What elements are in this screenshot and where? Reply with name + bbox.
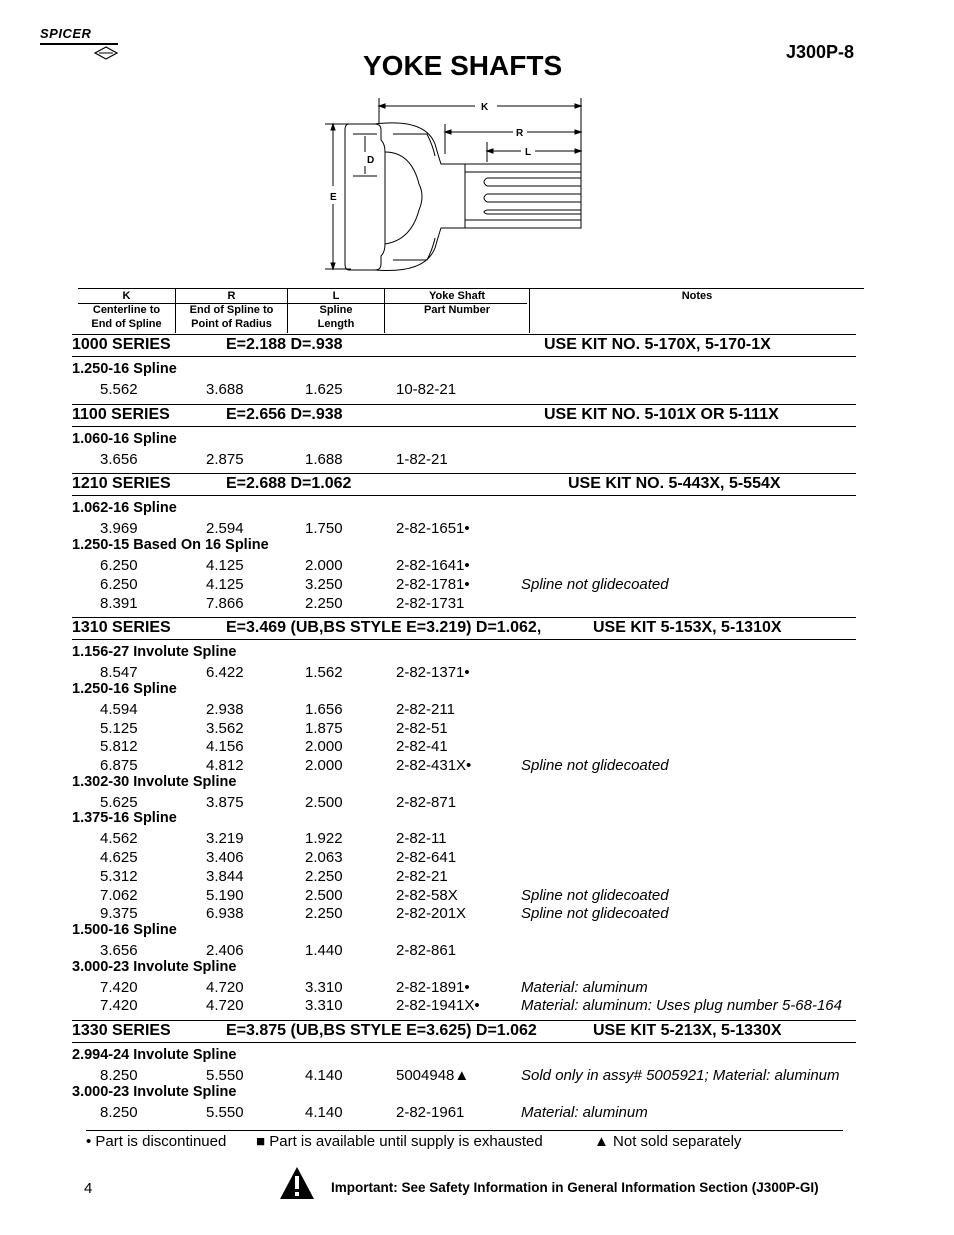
notes: Material: aluminum — [521, 1103, 648, 1121]
series-name: 1330 SERIES — [72, 1022, 171, 1039]
k-value: 8.250 — [100, 1067, 138, 1084]
page-title: YOKE SHAFTS — [363, 50, 563, 81]
k-value: 5.125 — [100, 719, 138, 737]
l-value: 2.500 — [305, 793, 343, 811]
part-number: 2-82-11 — [396, 830, 447, 848]
notes: Spline not glidecoated — [521, 886, 669, 904]
series-dimensions: E=3.469 (UB,BS STYLE E=3.219) D=1.062, — [226, 619, 542, 637]
r-value: 4.720 — [206, 978, 244, 996]
k-value: 7.420 — [100, 978, 138, 996]
table-row — [0, 887, 954, 906]
l-value: 3.310 — [305, 978, 343, 996]
l-value: 2.250 — [305, 594, 343, 612]
r-value: 2.594 — [206, 520, 244, 538]
part-number: 2-82-211 — [396, 700, 455, 718]
r-value: 5.190 — [206, 886, 244, 904]
series-dimensions: E=3.875 (UB,BS STYLE E=3.625) D=1.062 — [226, 1022, 537, 1039]
header-cell-r: R End of Spline to Point of Radius — [176, 288, 288, 333]
part-number: 2-82-1651• — [396, 520, 470, 538]
series-kit: USE KIT 5-213X, 5-1330X — [593, 1022, 782, 1039]
r-value: 3.406 — [206, 849, 244, 867]
k-value: 4.562 — [100, 830, 138, 848]
part-number: 2-82-1891• — [396, 978, 470, 996]
l-value: 1.688 — [305, 450, 343, 468]
l-value: 1.625 — [305, 381, 343, 398]
spline-heading: 1.250-16 Spline — [72, 680, 177, 697]
diagram-label-k: K — [481, 102, 489, 113]
series-kit: USE KIT 5-153X, 5-1310X — [593, 619, 782, 637]
spline-heading: 3.000-23 Involute Spline — [72, 958, 237, 975]
l-value: 1.750 — [305, 520, 343, 538]
k-value: 5.812 — [100, 738, 138, 756]
l-value: 3.310 — [305, 997, 343, 1015]
table-row — [0, 557, 954, 576]
table-row — [0, 1104, 954, 1123]
l-value: 2.000 — [305, 557, 343, 575]
table-row — [0, 997, 954, 1016]
series-name: 1000 SERIES — [72, 336, 171, 353]
part-number: 2-82-1731 — [396, 594, 465, 612]
r-value: 4.156 — [206, 738, 244, 756]
k-value: 4.625 — [100, 849, 138, 867]
legend-rule — [86, 1130, 843, 1131]
table-row — [0, 830, 954, 849]
l-value: 3.250 — [305, 575, 343, 593]
l-value: 1.656 — [305, 700, 343, 718]
series-name: 1310 SERIES — [72, 619, 171, 637]
part-number: 5004948▲ — [396, 1067, 470, 1084]
part-number: 10-82-21 — [396, 381, 457, 398]
diagram-label-r: R — [516, 128, 524, 139]
k-value: 3.656 — [100, 450, 138, 468]
spline-heading: 1.302-30 Involute Spline — [72, 773, 237, 790]
table-row — [0, 979, 954, 998]
part-number: 2-82-431X• — [396, 757, 472, 774]
part-number: 2-82-41 — [396, 738, 448, 756]
series-name: 1210 SERIES — [72, 475, 171, 493]
series-header — [72, 617, 856, 640]
l-value: 4.140 — [305, 1067, 343, 1084]
series-kit: USE KIT NO. 5-101X OR 5-111X — [544, 405, 779, 423]
r-value: 5.550 — [206, 1103, 244, 1121]
series-name: 1100 SERIES — [72, 405, 170, 423]
l-value: 4.140 — [305, 1103, 343, 1121]
spline-heading: 1.060-16 Spline — [72, 430, 177, 447]
l-value: 2.250 — [305, 867, 343, 885]
l-value: 1.562 — [305, 664, 343, 682]
series-dimensions: E=2.688 D=1.062 — [226, 475, 352, 493]
k-value: 6.250 — [100, 557, 138, 575]
part-number: 2-82-1941X• — [396, 997, 480, 1015]
l-value: 1.440 — [305, 941, 343, 959]
r-value: 3.844 — [206, 867, 244, 885]
page-number: 4 — [84, 1180, 93, 1197]
notes: Material: aluminum — [521, 978, 648, 996]
r-value: 7.866 — [206, 594, 244, 612]
part-number: 2-82-51 — [396, 719, 448, 737]
k-value: 5.625 — [100, 793, 138, 811]
r-value: 2.406 — [206, 941, 244, 959]
part-number: 2-82-641 — [396, 849, 457, 867]
r-value: 2.875 — [206, 450, 244, 468]
spline-heading: 1.250-16 Spline — [72, 361, 177, 377]
table-row — [0, 576, 954, 595]
warning-icon — [279, 1166, 315, 1200]
logo-underline — [40, 43, 118, 45]
series-kit: USE KIT NO. 5-443X, 5-554X — [568, 475, 781, 493]
k-value: 7.062 — [100, 886, 138, 904]
notes: Spline not glidecoated — [521, 757, 669, 774]
notes: Material: aluminum: Uses plug number 5-68-164 — [521, 997, 842, 1015]
table-row — [0, 701, 954, 720]
r-value: 3.219 — [206, 830, 244, 848]
spline-heading: 1.062-16 Spline — [72, 500, 177, 517]
r-value: 6.938 — [206, 905, 244, 923]
l-value: 1.875 — [305, 719, 343, 737]
document-id: J300P-8 — [786, 42, 855, 62]
series-header — [72, 334, 856, 357]
part-number: 2-82-861 — [396, 941, 457, 959]
r-value: 5.550 — [206, 1067, 244, 1084]
legend-discontinued: • Part is discontinued — [86, 1133, 227, 1150]
header-cell-notes: Notes — [530, 288, 865, 333]
r-value: 4.125 — [206, 575, 244, 593]
yoke-shaft-diagram — [315, 94, 615, 279]
k-value: 8.250 — [100, 1103, 138, 1121]
k-value: 5.312 — [100, 867, 138, 885]
series-header — [72, 1020, 856, 1043]
series-header — [72, 404, 856, 427]
k-value: 8.391 — [100, 594, 138, 612]
l-value: 2.500 — [305, 886, 343, 904]
r-value: 4.812 — [206, 757, 244, 774]
series-kit: USE KIT NO. 5-170X, 5-170-1X — [544, 336, 771, 353]
series-header — [72, 473, 856, 496]
notes: Spline not glidecoated — [521, 905, 669, 923]
part-number: 2-82-1371• — [396, 664, 470, 682]
table-row — [0, 738, 954, 757]
part-number: 2-82-1781• — [396, 575, 470, 593]
spline-heading: 1.500-16 Spline — [72, 921, 177, 938]
header-cell-k: K Centerline to End of Spline — [91, 290, 162, 330]
r-value: 4.720 — [206, 997, 244, 1015]
r-value: 2.938 — [206, 700, 244, 718]
r-value: 3.562 — [206, 719, 244, 737]
r-value: 4.125 — [206, 557, 244, 575]
series-dimensions: E=2.656 D=.938 — [226, 405, 343, 423]
r-value: 6.422 — [206, 664, 244, 682]
brand-logo-text: SPICER — [40, 26, 92, 41]
part-number: 1-82-21 — [396, 450, 448, 468]
notes: Sold only in assy# 5005921; Material: aluminum — [521, 1067, 840, 1084]
k-value: 7.420 — [100, 997, 138, 1015]
k-value: 6.250 — [100, 575, 138, 593]
table-row — [0, 849, 954, 868]
part-number: 2-82-201X — [396, 905, 467, 923]
k-value: 9.375 — [100, 905, 138, 923]
spline-heading: 2.994-24 Involute Spline — [72, 1047, 237, 1063]
k-value: 8.547 — [100, 664, 138, 682]
table-row — [0, 451, 954, 470]
table-row — [0, 381, 954, 400]
diagram-label-d: D — [367, 155, 375, 166]
header-cell-part-number: Yoke Shaft Part Number — [385, 288, 530, 333]
k-value: 4.594 — [100, 700, 138, 718]
k-value: 3.656 — [100, 941, 138, 959]
k-value: 6.875 — [100, 757, 138, 774]
spline-heading: 3.000-23 Involute Spline — [72, 1083, 237, 1100]
k-value: 5.562 — [100, 381, 138, 398]
part-number: 2-82-21 — [396, 867, 448, 885]
legend-until-exhausted: ■ Part is available until supply is exhausted — [256, 1133, 543, 1150]
spline-heading: 1.156-27 Involute Spline — [72, 644, 237, 661]
table-row — [0, 868, 954, 887]
diagram-label-l: L — [525, 147, 532, 158]
part-number: 2-82-58X — [396, 886, 458, 904]
l-value: 2.000 — [305, 757, 343, 774]
part-number: 2-82-871 — [396, 793, 457, 811]
part-number: 2-82-1961 — [396, 1103, 465, 1121]
table-row — [0, 720, 954, 739]
header-cell-l: L Spline Length — [288, 288, 385, 333]
l-value: 2.000 — [305, 738, 343, 756]
legend-not-sold-separately: ▲ Not sold separately — [594, 1133, 742, 1150]
r-value: 3.875 — [206, 793, 244, 811]
table-header — [78, 288, 864, 333]
series-dimensions: E=2.188 D=.938 — [226, 336, 343, 353]
brand-emblem-icon — [94, 46, 118, 60]
spline-heading: 1.250-15 Based On 16 Spline — [72, 537, 269, 554]
l-value: 2.063 — [305, 849, 343, 867]
spline-heading: 1.375-16 Spline — [72, 810, 177, 827]
diagram-label-e: E — [330, 192, 337, 203]
r-value: 3.688 — [206, 381, 244, 398]
k-value: 3.969 — [100, 520, 138, 538]
table-row — [0, 595, 954, 614]
safety-notice: Important: See Safety Information in General Information Section (J300P-GI) — [331, 1180, 819, 1195]
l-value: 1.922 — [305, 830, 343, 848]
part-number: 2-82-1641• — [396, 557, 470, 575]
l-value: 2.250 — [305, 905, 343, 923]
notes: Spline not glidecoated — [521, 575, 669, 593]
